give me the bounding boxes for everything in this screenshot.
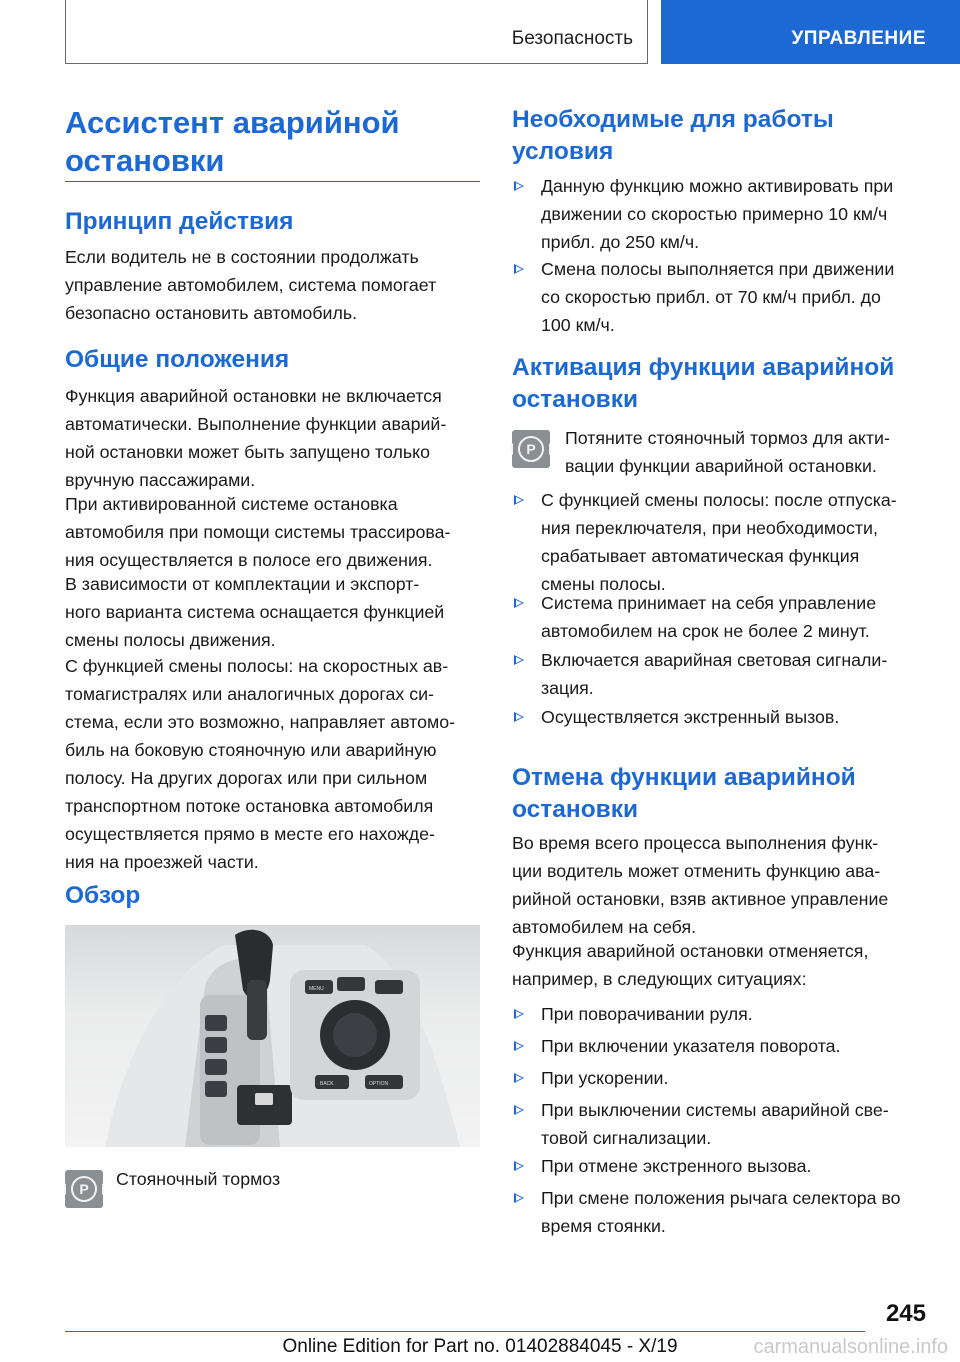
page-title-line2: остановки xyxy=(65,143,225,178)
paragraph-cancel-2: Функция аварийной остановки отменяется, например, в следующих ситуациях: xyxy=(512,941,869,989)
heading-activation: Активация функции аварийной остановки xyxy=(512,354,895,413)
bullet-triangle-icon xyxy=(514,712,524,722)
section-tab xyxy=(65,0,648,64)
bullet-triangle-icon xyxy=(514,1009,524,1019)
bullet-triangle-icon xyxy=(514,1193,524,1203)
bullet-triangle-icon xyxy=(514,598,524,608)
parking-brake-icon: P xyxy=(512,430,550,468)
bullet-triangle-icon xyxy=(514,181,524,191)
chapter-title: УПРАВЛЕНИЕ xyxy=(791,28,926,49)
page-title-line1: Ассистент аварийной xyxy=(65,105,400,140)
heading-general: Общие положения xyxy=(65,346,290,373)
paragraph-general-4: С функцией смены полосы: на скоростных ав- томагистралях или аналогичных дорогах си- стема, если это возможно, направляет автомо- биль на боковую стояночную или аварийную полосу. На других дорогах или при сильном транспортном потоке остановка автомобиля осуществляется прямо в месте его нахожде- ния на проезжей части. xyxy=(65,656,456,872)
paragraph-general-1: Функция аварийной остановки не включается автоматически. Выполнение функции аварий- ной остановки может быть запущено только вручную пассажирами. xyxy=(65,386,447,490)
photo-caption: Стояночный тормоз xyxy=(116,1169,281,1189)
bullet-triangle-icon xyxy=(514,1105,524,1115)
console-illustration xyxy=(65,925,480,1147)
bullet-triangle-icon xyxy=(514,1041,524,1051)
paragraph-general-3: В зависимости от комплектации и экспорт- ного варианта система оснащается функцией смены полосы движения. xyxy=(65,574,445,650)
console-photo xyxy=(65,925,480,1147)
section-title: Безопасность xyxy=(511,28,633,49)
edition-text: Online Edition for Part no. 01402884045 - X/19 xyxy=(282,1336,678,1357)
option-button-label: OPTION xyxy=(369,1081,389,1087)
bullet-triangle-icon xyxy=(514,655,524,665)
bullet-triangle-icon xyxy=(514,495,524,505)
title-divider xyxy=(65,181,480,182)
menu-button-label: MENU xyxy=(309,986,324,992)
footer-divider xyxy=(65,1331,865,1332)
chapter-tab xyxy=(661,0,960,64)
paragraph-principle: Если водитель не в состоянии продолжать управление автомобилем, система помогает безопасно остановить автомобиль. xyxy=(65,247,437,323)
bullet-triangle-icon xyxy=(514,264,524,274)
paragraph-general-2: При активированной системе остановка автомобиля при помощи системы трассирова- ния осуществляется в полосе его движения. xyxy=(65,494,451,570)
bullet-triangle-icon xyxy=(514,1073,524,1083)
back-button-label: BACK xyxy=(320,1081,334,1087)
heading-overview: Обзор xyxy=(65,882,141,909)
parking-brake-icon: P xyxy=(65,1170,103,1208)
activation-step: Потяните стояночный тормоз для акти- вации функции аварийной остановки. xyxy=(565,428,890,476)
heading-cancel: Отмена функции аварийной остановки xyxy=(512,764,856,823)
heading-principle: Принцип действия xyxy=(65,208,294,235)
heading-conditions: Необходимые для работы условия xyxy=(512,106,834,165)
page-number: 245 xyxy=(885,1300,926,1327)
paragraph-cancel-1: Во время всего процесса выполнения функ- ции водитель может отменить функцию ава- рийной остановки, взяв активное управление автомобилем на себя. xyxy=(512,833,889,937)
watermark: carmanualsonline.info xyxy=(753,1336,948,1358)
bullet-triangle-icon xyxy=(514,1161,524,1171)
